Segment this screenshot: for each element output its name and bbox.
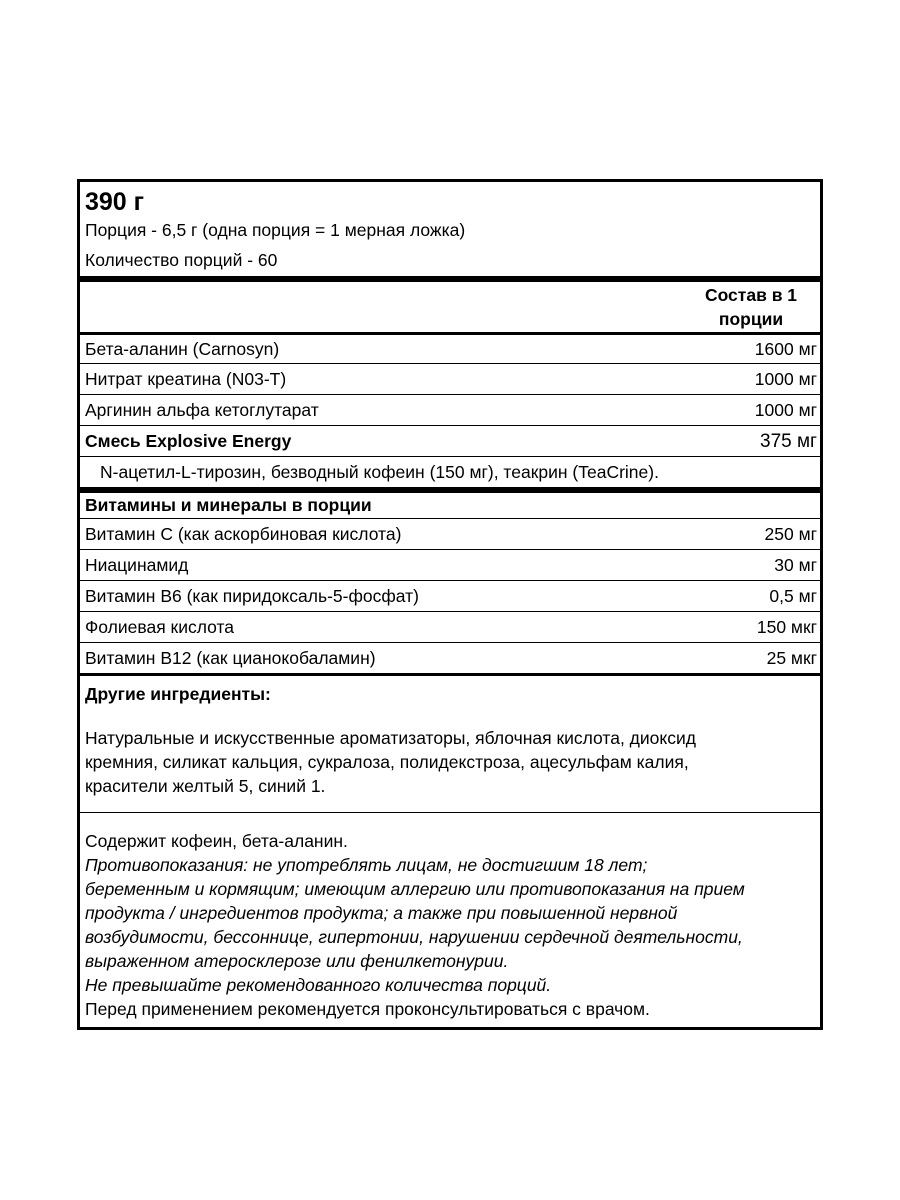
contraindications-line: беременным и кормящим; имеющим аллергию или противопоказания на прием [85, 879, 745, 899]
composition-row [80, 332, 820, 363]
vitamin-name: Витамин В6 (как пиридоксаль-5-фосфат) [85, 585, 419, 606]
other-ingredients-line: красители желтый 5, синий 1. [85, 776, 326, 796]
vitamin-name: Ниацинамид [85, 554, 189, 575]
servings-count: Количество порций - 60 [85, 250, 278, 270]
vitamin-name: Витамин С (как аскорбиновая кислота) [85, 523, 402, 544]
vitamin-row [80, 549, 820, 580]
blend-amount: 375 мг [760, 430, 817, 452]
vitamin-name: Витамин В12 (как цианокобаламин) [85, 647, 376, 668]
contraindications-line: возбудимости, бессоннице, гипертонии, нарушении сердечной деятельности, [85, 927, 743, 947]
ingredient-amount: 1000 мг [754, 368, 817, 389]
vitamin-amount: 30 мг [774, 554, 817, 575]
composition-row [80, 363, 820, 394]
supplement-facts-label [77, 179, 823, 1030]
vitamin-amount: 0,5 мг [769, 585, 817, 606]
vitamin-amount: 150 мкг [756, 616, 817, 637]
ingredient-amount: 1000 мг [754, 399, 817, 420]
other-ingredients-line: кремния, силикат кальция, сукралоза, полидекстроза, ацесульфам калия, [85, 752, 689, 772]
vitamin-row [80, 611, 820, 642]
consult-note: Перед применением рекомендуется проконсультироваться с врачом. [85, 999, 650, 1019]
other-ingredients-title: Другие ингредиенты: [85, 684, 271, 704]
vitamin-row [80, 642, 820, 673]
contraindications-line: выраженном атеросклерозе или фенилкетонурии. [85, 951, 509, 971]
composition-row [80, 394, 820, 425]
ingredient-name: Бета-аланин (Carnosyn) [85, 338, 280, 359]
ingredient-name: Нитрат креатина (N03-T) [85, 368, 287, 389]
package-weight: 390 г [85, 188, 145, 216]
vitamins-header: Витамины и минералы в порции [80, 487, 820, 518]
contraindications-line: продукта / ингредиентов продукта; а также при повышенной нервной [85, 903, 678, 923]
blend-description: N-ацетил-L-тирозин, безводный кофеин (150 мг), теакрин (TeaCrine). [80, 456, 820, 487]
contains-note: Содержит кофеин, бета-аланин. [85, 831, 348, 851]
vitamin-row [80, 518, 820, 549]
contraindications-line: Противопоказания: не употреблять лицам, не достигшим 18 лет; [85, 855, 648, 875]
vitamin-name: Фолиевая кислота [85, 616, 235, 637]
vitamin-row [80, 580, 820, 611]
dose-warning: Не превышайте рекомендованного количества порций. [85, 975, 552, 995]
other-ingredients-line: Натуральные и искусственные ароматизаторы, яблочная кислота, диоксид [85, 728, 696, 748]
ingredient-amount: 1600 мг [754, 338, 817, 359]
blend-name: Смесь Explosive Energy [85, 430, 292, 451]
composition-header: Состав в 1 порции [80, 276, 820, 332]
serving-size: Порция - 6,5 г (одна порция = 1 мерная ложка) [85, 219, 466, 240]
other-ingredients [80, 673, 820, 812]
blend-row [80, 425, 820, 456]
warnings [80, 812, 820, 1027]
ingredient-name: Аргинин альфа кетоглутарат [85, 399, 319, 420]
vitamin-amount: 25 мкг [766, 647, 817, 668]
vitamin-amount: 250 мг [764, 523, 817, 544]
